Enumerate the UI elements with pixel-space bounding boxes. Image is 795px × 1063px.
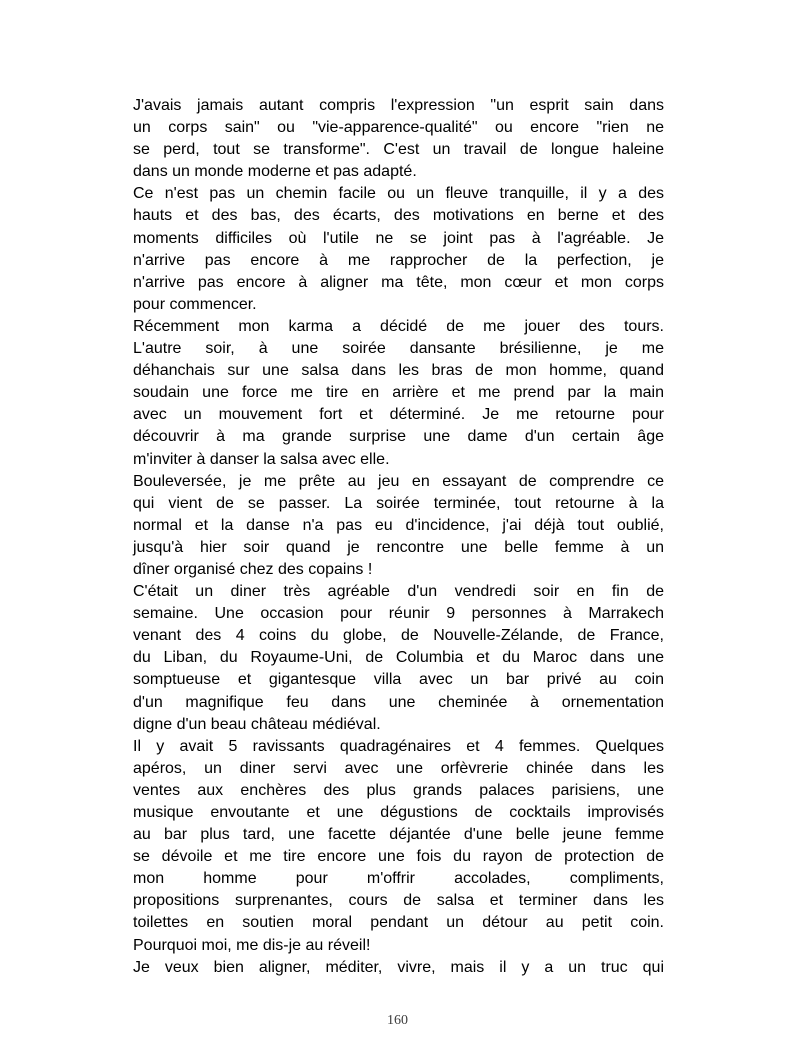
text-line: Bouleversée, je me prête au jeu en essayant de comprendre ce: [133, 472, 664, 490]
text-line: musique envoutante et une dégustions de cocktails improvisés: [133, 804, 664, 821]
text-line: soudain une force me tire en arrière et me prend par la main: [133, 384, 664, 402]
text-line: d'un magnifique feu dans une cheminée à ornementation: [133, 693, 664, 711]
text-line: jusqu'à hier soir quand je rencontre une belle femme à un: [133, 538, 664, 556]
text-line: m'inviter à danser la salsa avec elle.: [133, 450, 390, 468]
text-line: dîner organisé chez des copains !: [133, 560, 373, 578]
text-line: toilettes en soutien moral pendant un détour au petit coin.: [133, 914, 664, 932]
text-line: un corps sain" ou "vie-apparence-qualité" ou encore "rien ne: [133, 119, 664, 137]
paragraph: [133, 581, 664, 736]
text-line: Je veux bien aligner, méditer, vivre, mais il y a un truc qui: [133, 958, 664, 976]
text-line: pour commencer.: [133, 295, 257, 313]
text-line: se perd, tout se transforme". C'est un travail de longue haleine: [133, 141, 664, 159]
text-line: n'arrive pas encore à me rapprocher de la perfection, je: [133, 251, 664, 269]
text-line: L'autre soir, à une soirée dansante brésilienne, je me: [133, 340, 664, 358]
text-line: découvrir à ma grande surprise une dame d'un certain âge: [133, 428, 664, 446]
text-line: du Liban, du Royaume-Uni, de Columbia et du Maroc dans une: [133, 649, 664, 667]
paragraph: [133, 471, 664, 581]
text-line: semaine. Une occasion pour réunir 9 personnes à Marrakech: [133, 605, 664, 623]
text-line: mon homme pour m'offrir accolades, compliments,: [133, 870, 664, 888]
body-text: [133, 95, 664, 979]
paragraph: [133, 316, 664, 471]
text-line: n'arrive pas encore à aligner ma tête, mon cœur et mon corps: [133, 273, 664, 291]
paragraph: [133, 183, 664, 316]
text-line: au bar plus tard, une facette déjantée d'une belle jeune femme: [133, 826, 664, 844]
page-number: 160: [387, 1013, 408, 1028]
text-line: digne d'un beau château médiéval.: [133, 715, 381, 733]
text-line: venant des 4 coins du globe, de Nouvelle-Zélande, de France,: [133, 627, 664, 645]
text-line: qui vient de se passer. La soirée terminée, tout retourne à la: [133, 494, 664, 512]
text-line: Il y avait 5 ravissants quadragénaires et 4 femmes. Quelques: [133, 737, 664, 755]
text-line: Pourquoi moi, me dis-je au réveil!: [133, 936, 371, 954]
text-line: somptueuse et gigantesque villa avec un bar privé au coin: [133, 671, 664, 689]
text-line: déhanchais sur une salsa dans les bras de mon homme, quand: [133, 362, 664, 380]
text-line: hauts et des bas, des écarts, des motivations en berne et des: [133, 207, 664, 225]
text-line: Ce n'est pas un chemin facile ou un fleuve tranquille, il y a des: [133, 185, 664, 203]
text-line: avec un mouvement fort et déterminé. Je me retourne pour: [133, 406, 664, 424]
text-line: apéros, un diner servi avec une orfèvrerie chinée dans les: [133, 759, 664, 777]
text-line: ventes aux enchères des plus grands palaces parisiens, une: [133, 781, 664, 799]
text-line: propositions surprenantes, cours de salsa et terminer dans les: [133, 892, 664, 910]
text-line: J'avais jamais autant compris l'expression "un esprit sain dans: [133, 97, 664, 114]
text-line: C'était un diner très agréable d'un vendredi soir en fin de: [133, 583, 664, 601]
text-line: se dévoile et me tire encore une fois du rayon de protection de: [133, 848, 664, 866]
text-line: normal et la danse n'a pas eu d'incidence, j'ai déjà tout oublié,: [133, 516, 664, 534]
paragraph: [133, 957, 664, 979]
text-line: dans un monde moderne et pas adapté.: [133, 163, 417, 181]
text-line: moments difficiles où l'utile ne se joint pas à l'agréable. Je: [133, 229, 664, 247]
text-line: Récemment mon karma a décidé de me jouer des tours.: [133, 317, 664, 335]
paragraph: [133, 95, 664, 183]
paragraph: [133, 736, 664, 957]
